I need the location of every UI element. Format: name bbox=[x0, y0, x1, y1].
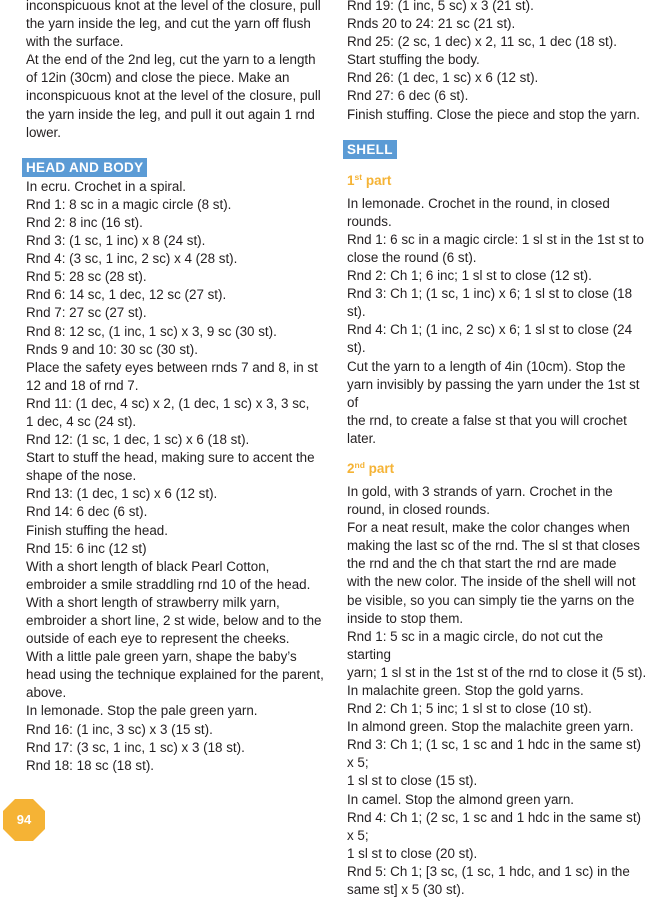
text-line: Rnd 14: 6 dec (6 st). bbox=[26, 504, 148, 520]
left-intro-text bbox=[26, 0, 326, 142]
text-line: Rnd 18: 18 sc (18 st). bbox=[26, 757, 155, 773]
right-column bbox=[347, 0, 647, 899]
text-line: Rnd 19: (1 inc, 5 sc) x 3 (21 st). bbox=[347, 0, 534, 13]
text-line: Rnd 17: (3 sc, 1 inc, 1 sc) x 3 (18 st). bbox=[26, 739, 245, 755]
section-heading-shell: SHELL bbox=[343, 140, 397, 159]
text-line: Rnd 3: (1 sc, 1 inc) x 8 (24 st). bbox=[26, 233, 206, 249]
part-number: 1 bbox=[347, 172, 355, 188]
text-line: round, in closed rounds. bbox=[347, 502, 490, 518]
text-line: with the new color. The inside of the shell will not bbox=[347, 574, 636, 590]
text-line: Rnd 27: 6 dec (6 st). bbox=[347, 88, 469, 104]
text-line: yarn; 1 sl st in the 1st st of the rnd to close it (5 st). bbox=[347, 664, 647, 680]
spacer bbox=[347, 124, 647, 140]
text-line: embroider a smile straddling rnd 10 of the head. bbox=[26, 576, 311, 592]
text-line: Place the safety eyes between rnds 7 and 8, in st bbox=[26, 359, 318, 375]
text-line: Start stuffing the body. bbox=[347, 52, 480, 68]
text-line: With a short length of strawberry milk yarn, bbox=[26, 594, 280, 610]
text-line: head using the technique explained for the parent, bbox=[26, 667, 324, 683]
part-2-instructions bbox=[347, 483, 647, 899]
text-line: Rnd 13: (1 dec, 1 sc) x 6 (12 st). bbox=[26, 486, 218, 502]
spacer bbox=[347, 160, 647, 172]
text-line: In gold, with 3 strands of yarn. Crochet in the bbox=[347, 483, 613, 499]
text-line: with the surface. bbox=[26, 34, 124, 50]
text-line: 1 dec, 4 sc (24 st). bbox=[26, 413, 137, 429]
text-line: Rnd 2: Ch 1; 6 inc; 1 sl st to close (12 st). bbox=[347, 268, 592, 284]
text-line: In lemonade. Stop the pale green yarn. bbox=[26, 703, 258, 719]
text-line: Finish stuffing the head. bbox=[26, 522, 168, 538]
text-line: yarn invisibly by passing the yarn under the 1st st of bbox=[347, 376, 640, 410]
part-ordinal-suffix: st bbox=[354, 171, 363, 182]
text-line: Rnd 3: Ch 1; (1 sc, 1 inc) x 6; 1 sl st to close (18 st). bbox=[347, 286, 633, 320]
part-word: part bbox=[362, 172, 392, 188]
part-1-instructions bbox=[347, 195, 647, 448]
text-line: Rnd 2: Ch 1; 5 inc; 1 sl st to close (10 st). bbox=[347, 701, 592, 717]
text-line: Finish stuffing. Close the piece and stop the yarn. bbox=[347, 106, 641, 122]
text-line: lower. bbox=[26, 124, 61, 140]
text-line: inconspicuous knot at the level of the closure, pull bbox=[26, 0, 321, 13]
right-intro-text bbox=[347, 0, 647, 124]
text-line: making the last sc of the rnd. The sl st that closes bbox=[347, 538, 640, 554]
text-line: the yarn inside the leg, and pull it out again 1 rnd bbox=[26, 106, 315, 122]
page-number: 94 bbox=[16, 812, 32, 827]
text-line: In almond green. Stop the malachite green yarn. bbox=[347, 719, 634, 735]
text-line: Rnds 20 to 24: 21 sc (21 st). bbox=[347, 16, 516, 32]
text-line: rounds. bbox=[347, 213, 392, 229]
text-line: inside to stop them. bbox=[347, 610, 464, 626]
spacer bbox=[347, 448, 647, 460]
text-line: the rnd and the ch that start the rnd are made bbox=[347, 556, 617, 572]
text-line: Rnd 7: 27 sc (27 st). bbox=[26, 305, 147, 321]
text-line: 1 sl st to close (20 st). bbox=[347, 845, 478, 861]
text-line: Rnd 4: Ch 1; (1 inc, 2 sc) x 6; 1 sl st to close (24 st). bbox=[347, 322, 633, 356]
text-line: Rnd 5: 28 sc (28 st). bbox=[26, 269, 147, 285]
text-line: Start to stuff the head, making sure to accent the bbox=[26, 450, 315, 466]
part-ordinal-suffix: nd bbox=[354, 459, 365, 470]
text-line: Rnd 6: 14 sc, 1 dec, 12 sc (27 st). bbox=[26, 287, 227, 303]
part-word: part bbox=[364, 460, 395, 476]
text-line: With a little pale green yarn, shape the baby’s bbox=[26, 649, 297, 665]
text-line: Cut the yarn to a length of 4in (10cm). Stop the bbox=[347, 358, 626, 374]
text-line: close the round (6 st). bbox=[347, 249, 477, 265]
text-line: same st] x 5 (30 st). bbox=[347, 882, 465, 898]
text-line: Rnd 2: 8 inc (16 st). bbox=[26, 214, 143, 230]
text-line: Rnd 8: 12 sc, (1 inc, 1 sc) x 3, 9 sc (30 st). bbox=[26, 323, 277, 339]
text-line: 1 sl st to close (15 st). bbox=[347, 773, 478, 789]
text-line: Rnd 11: (1 dec, 4 sc) x 2, (1 dec, 1 sc) x 3, 3 sc, bbox=[26, 395, 310, 411]
text-line: In camel. Stop the almond green yarn. bbox=[347, 791, 575, 807]
text-line: For a neat result, make the color changes when bbox=[347, 520, 630, 536]
text-line: Rnd 15: 6 inc (12 st) bbox=[26, 540, 147, 556]
section-heading-head-and-body: HEAD AND BODY bbox=[22, 158, 147, 177]
text-line: Rnd 16: (1 inc, 3 sc) x 3 (15 st). bbox=[26, 721, 213, 737]
left-column bbox=[26, 0, 326, 775]
subheading-part-1 bbox=[347, 172, 647, 190]
text-line: Rnd 1: 8 sc in a magic circle (8 st). bbox=[26, 196, 232, 212]
head-body-instructions bbox=[26, 178, 326, 775]
text-line: Rnds 9 and 10: 30 sc (30 st). bbox=[26, 341, 198, 357]
text-line: embroider a short line, 2 st wide, below and to the bbox=[26, 613, 322, 628]
text-line: outside of each eye to represent the cheeks. bbox=[26, 631, 290, 647]
text-line: Rnd 3: Ch 1; (1 sc, 1 sc and 1 hdc in the same st) x 5; bbox=[347, 737, 641, 771]
text-line: the yarn inside the leg, and cut the yarn off flush bbox=[26, 16, 311, 32]
text-line: the rnd, to create a false st that you will crochet later. bbox=[347, 412, 627, 446]
text-line: Rnd 12: (1 sc, 1 dec, 1 sc) x 6 (18 st). bbox=[26, 432, 250, 448]
text-line: be visible, so you can simply tie the yarns on the bbox=[347, 592, 635, 608]
text-line: With a short length of black Pearl Cotton, bbox=[26, 558, 270, 574]
text-line: inconspicuous knot at the level of the closure, pull bbox=[26, 88, 321, 104]
text-line: shape of the nose. bbox=[26, 468, 137, 484]
text-line: 12 and 18 of rnd 7. bbox=[26, 377, 139, 393]
text-line: Rnd 26: (1 dec, 1 sc) x 6 (12 st). bbox=[347, 70, 539, 86]
page-number-badge bbox=[2, 798, 46, 842]
text-line: In ecru. Crochet in a spiral. bbox=[26, 178, 187, 194]
text-line: Rnd 5: Ch 1; [3 sc, (1 sc, 1 hdc, and 1 sc) in the bbox=[347, 863, 630, 879]
subheading-part-2 bbox=[347, 460, 647, 478]
text-line: Rnd 4: (3 sc, 1 inc, 2 sc) x 4 (28 st). bbox=[26, 251, 238, 267]
text-line: In malachite green. Stop the gold yarns. bbox=[347, 683, 584, 698]
text-line: Rnd 1: 6 sc in a magic circle: 1 sl st in the 1st st to bbox=[347, 231, 644, 247]
text-line: Rnd 4: Ch 1; (2 sc, 1 sc and 1 hdc in the same st) x 5; bbox=[347, 809, 641, 843]
spacer bbox=[26, 142, 326, 158]
text-line: Rnd 25: (2 sc, 1 dec) x 2, 11 sc, 1 dec (18 st). bbox=[347, 34, 617, 50]
text-line: above. bbox=[26, 685, 67, 701]
text-line: In lemonade. Crochet in the round, in closed bbox=[347, 195, 610, 211]
text-line: of 12in (30cm) and close the piece. Make an bbox=[26, 70, 290, 86]
part-number: 2 bbox=[347, 460, 355, 476]
text-line: At the end of the 2nd leg, cut the yarn to a length bbox=[26, 52, 316, 68]
text-line: Rnd 1: 5 sc in a magic circle, do not cut the starting bbox=[347, 628, 604, 662]
